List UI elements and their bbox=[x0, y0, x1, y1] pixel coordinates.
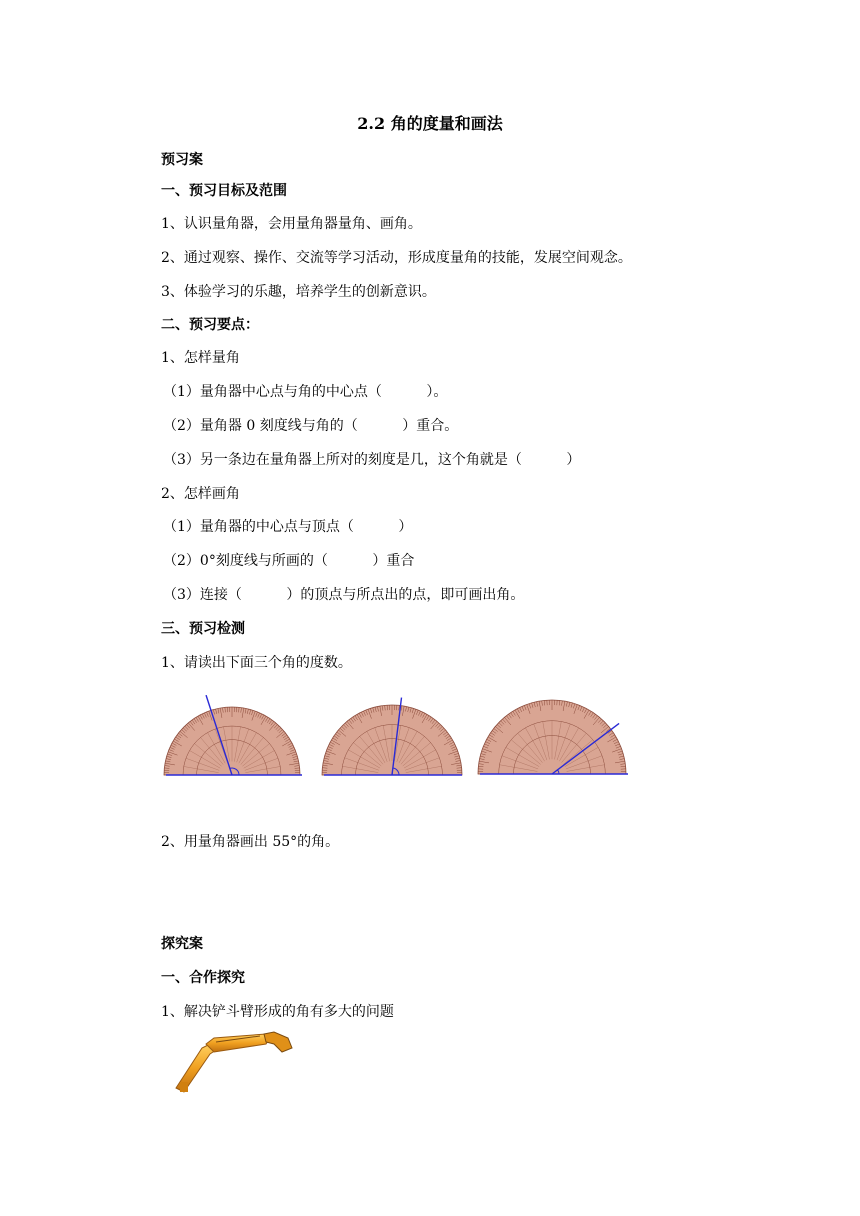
section2-heading: 二、预习要点： bbox=[161, 317, 259, 333]
excavator-arm-image bbox=[170, 1030, 300, 1095]
measure-step-1: （1）量角器中心点与角的中心点（ ）。 bbox=[163, 384, 448, 400]
section1-heading: 一、预习目标及范围 bbox=[161, 183, 287, 199]
protractor-figure-3 bbox=[474, 688, 630, 785]
check-question-1: 1、请读出下面三个角的度数。 bbox=[161, 655, 352, 671]
preview-heading: 预习案 bbox=[161, 152, 203, 168]
protractor-figure-1 bbox=[162, 695, 306, 785]
draw-step-2: （2）0°刻度线与所画的（ ）重合 bbox=[163, 553, 415, 569]
measure-step-3: （3）另一条边在量角器上所对的刻度是几，这个角就是（ ） bbox=[163, 452, 581, 468]
section3-heading: 三、预习检测 bbox=[161, 621, 245, 637]
explore-section1-heading: 一、合作探究 bbox=[161, 970, 245, 986]
goal-item-3: 3、体验学习的乐趣，培养学生的创新意识。 bbox=[161, 284, 436, 300]
draw-step-3: （3）连接（ ）的顶点与所点出的点，即可画出角。 bbox=[163, 587, 525, 603]
check-question-2: 2、用量角器画出 55°的角。 bbox=[161, 834, 340, 850]
measure-step-2: （2）量角器 0 刻度线与角的（ ）重合。 bbox=[163, 418, 459, 434]
goal-item-1: 1、认识量角器，会用量角器量角、画角。 bbox=[161, 216, 422, 232]
page-title: 2.2 角的度量和画法 bbox=[357, 114, 503, 133]
explore-question-1: 1、解决铲斗臂形成的角有多大的问题 bbox=[161, 1004, 394, 1020]
draw-step-1: （1）量角器的中心点与顶点（ ） bbox=[163, 519, 413, 535]
measure-title: 1、怎样量角 bbox=[161, 350, 240, 366]
protractor-figure-2 bbox=[316, 695, 464, 785]
explore-heading: 探究案 bbox=[161, 936, 203, 952]
draw-title: 2、怎样画角 bbox=[161, 486, 240, 502]
goal-item-2: 2、通过观察、操作、交流等学习活动，形成度量角的技能，发展空间观念。 bbox=[161, 250, 632, 266]
